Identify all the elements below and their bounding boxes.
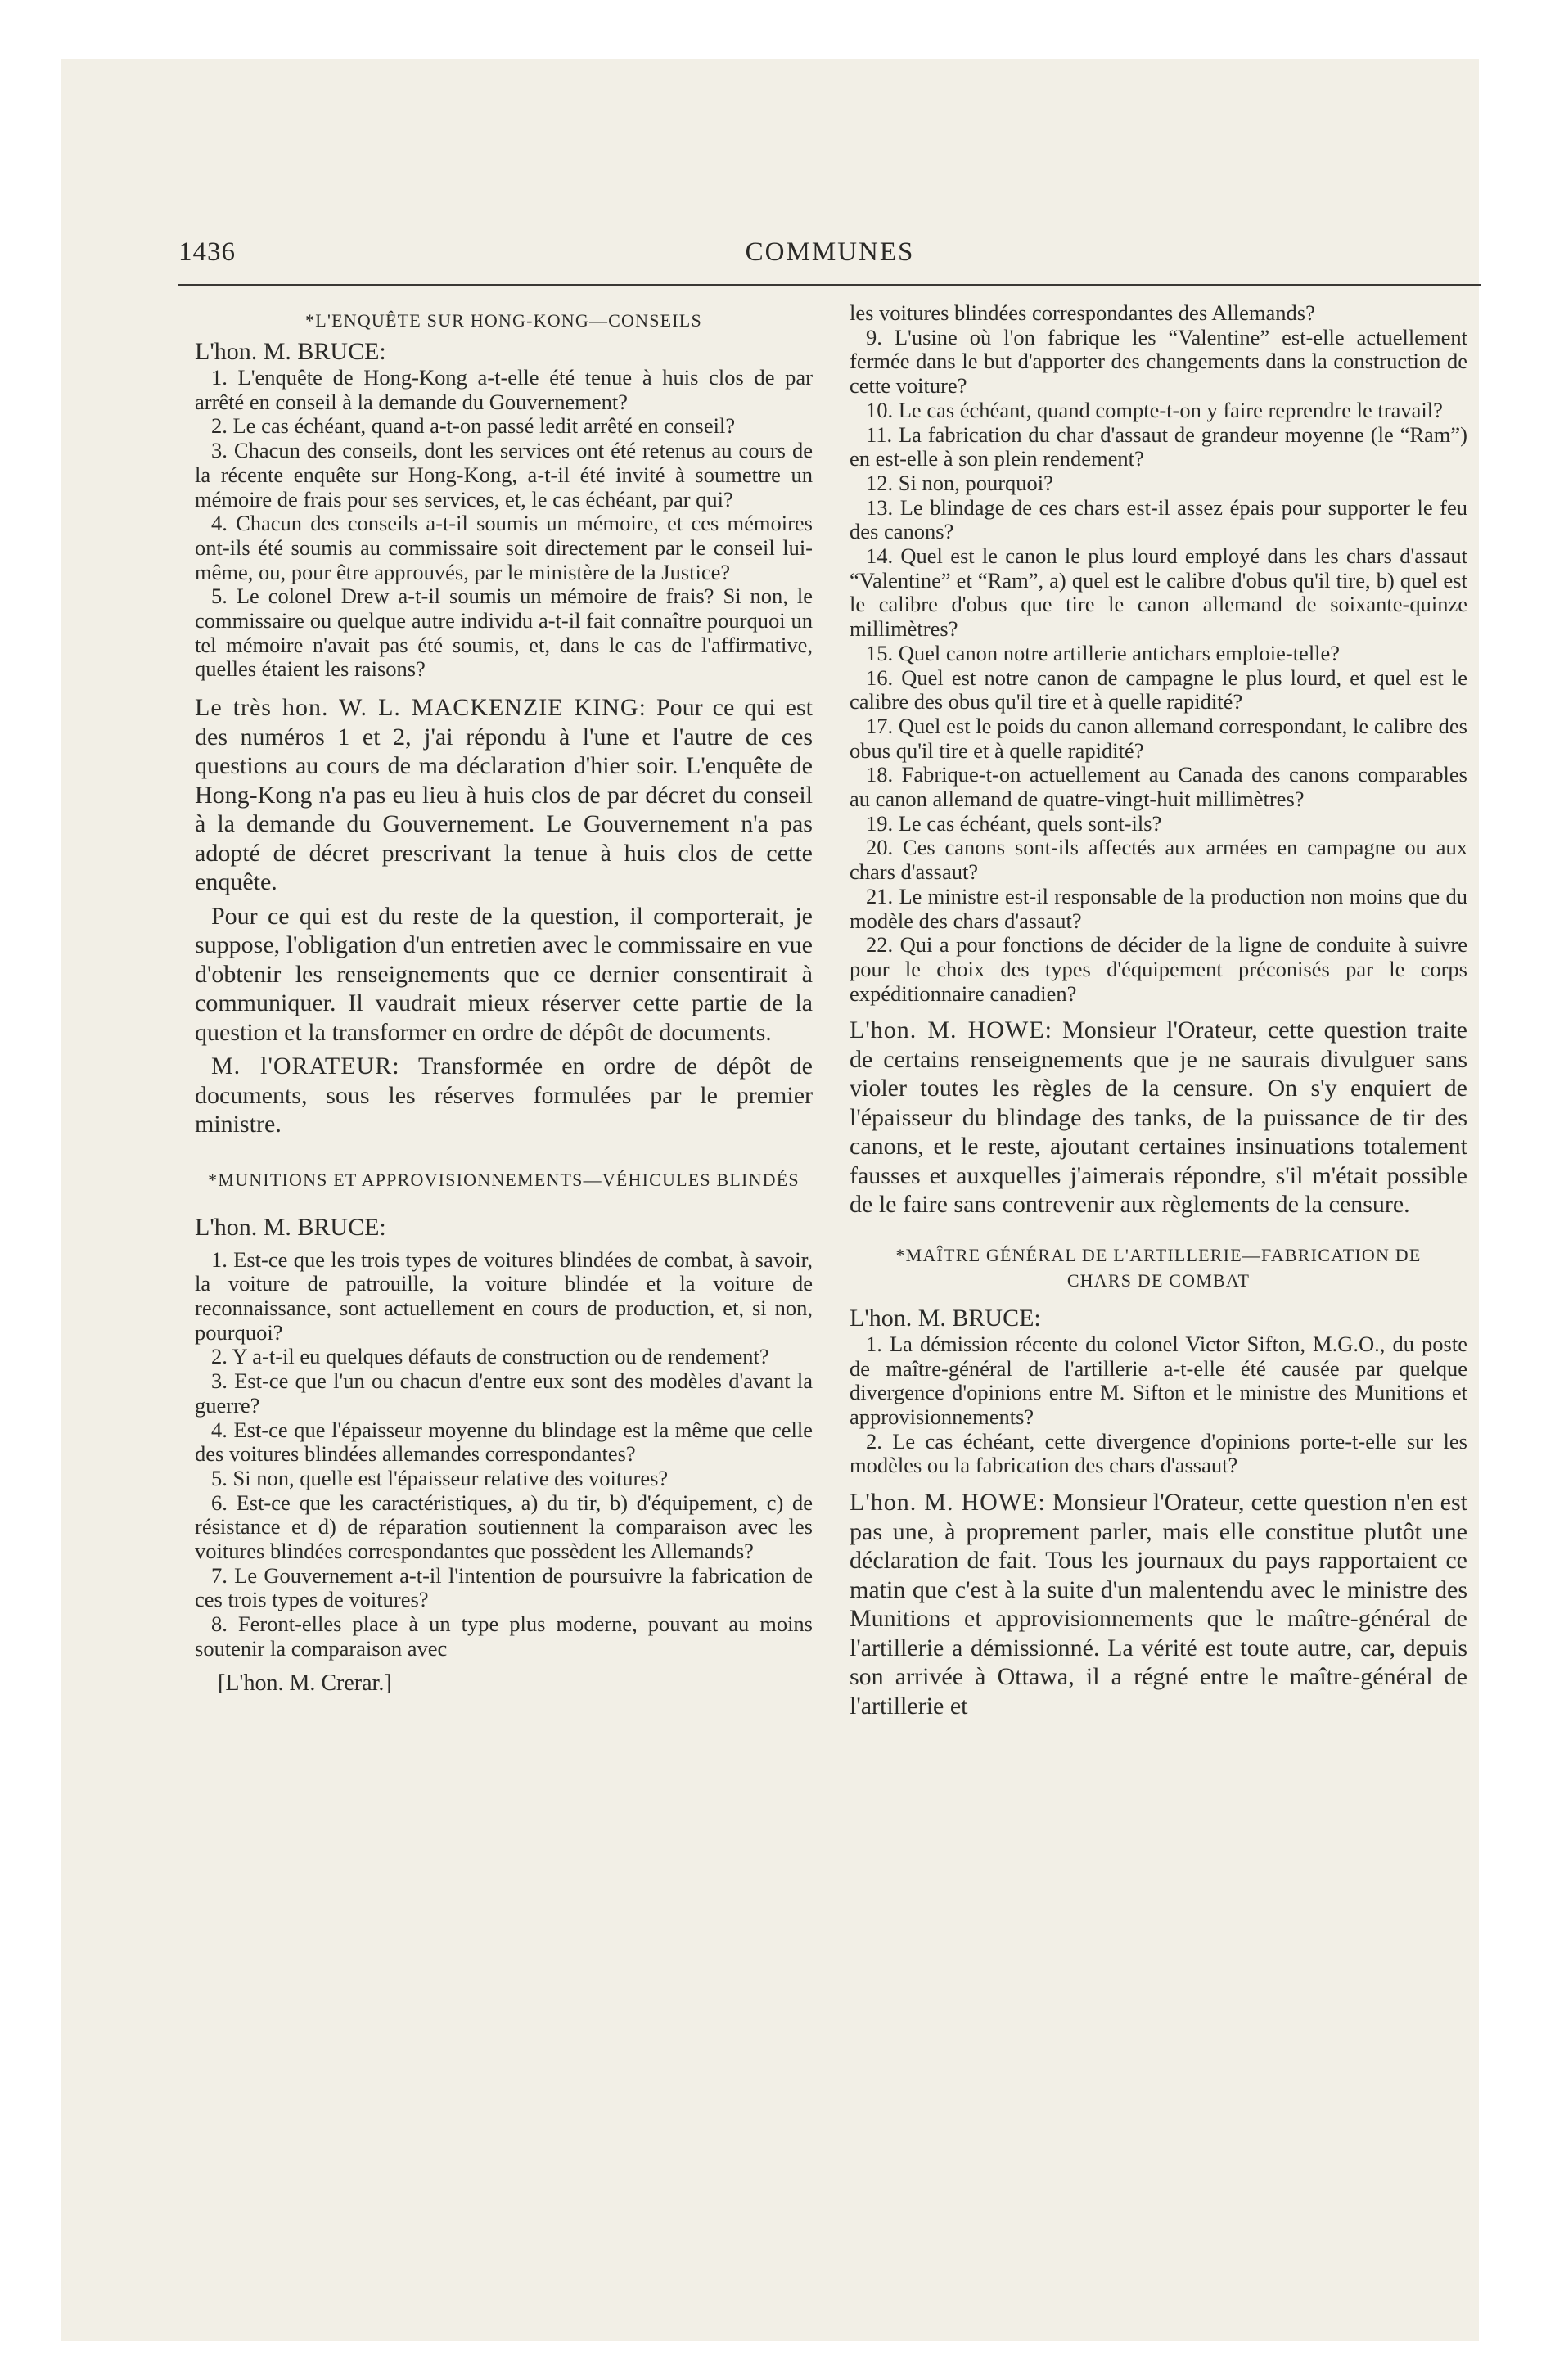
question-item: 5. Le colonel Drew a-t-il soumis un mémoire de frais? Si non, le commissaire ou quelque autre individu a-t-il fait connaître pourquoi un tel mémoire n'avait pas été soumis, et, dans le cas de l'affirmative, quelles étaient les raisons? [195,584,813,682]
question-item: 12. Si non, pourquoi? [866,470,1053,495]
question-item: 18. Fabrique-t-on actuellement au Canada des canons comparables au canon allemand de quatre-vingt-huit millimètres? [850,762,1467,812]
question-item: 2. Le cas échéant, cette divergence d'opinions porte-t-elle sur les modèles ou la fabrication des chars d'assaut? [850,1428,1467,1478]
page-header [178,237,1481,270]
question-item: 10. Le cas échéant, quand compte-t-on y faire reprendre le travail? [866,397,1443,422]
answer-text: Monsieur l'Orateur, cette question n'en est pas une, à proprement parler, mais elle constitue plutôt une déclaration de fait. Tous les journaux du pays rapportaient ce matin que c'est à la suite d'un malentendu avec le ministre des Munitions et approvisionnements que le maître-général de l'artillerie a démissionné. La vérité est toute autre, car, depuis son arrivée à Ottawa, il a régné entre le maître-général de l'artillerie et [850,1489,1468,1720]
question-item: 2. Le cas échéant, quand a-t-on passé ledit arrêté en conseil? [211,413,736,439]
question-item: 15. Quel canon notre artillerie antichars emploie-telle? [866,640,1341,665]
question-item: 1. Est-ce que les trois types de voitures blindées de combat, à savoir, la voiture de patrouille, la voiture blindée et la voiture de reconnaissance, sont actuellement en cours de production, et, si non, pourquoi? [195,1246,813,1345]
question-item: 9. L'usine où l'on fabrique les “Valentine” est-elle actuellement fermée dans le but d'apporter des changements dans la construction de cette voiture? [850,324,1467,399]
speaker-orateur: M. l'ORATEUR: [211,1053,400,1080]
header-rule [178,284,1481,286]
speaker-howe: L'hon. M. HOWE: [850,1016,1052,1044]
question-item: 21. Le ministre est-il responsable de la production non moins que du modèle des chars d'assaut? [850,883,1467,933]
question-item: 1. L'enquête de Hong-Kong a-t-elle été tenue à huis clos de par arrêté en conseil à la demande du Gouvernement? [195,365,813,414]
footer-speaker-note: [L'hon. M. Crerar.] [218,1670,392,1696]
section-heading-artillerie: *MAÎTRE GÉNÉRAL DE L'ARTILLERIE—FABRICATION DE CHARS DE COMBAT [895,1244,1422,1291]
asker-bruce: L'hon. M. BRUCE: [195,1213,386,1241]
question-item: 22. Qui a pour fonctions de décider de la ligne de conduite à suivre pour le choix des types d'équipement préconisés par le corps expéditionnaire canadien? [850,932,1467,1006]
asker-bruce: L'hon. M. BRUCE: [195,338,386,365]
orateur-paragraph [195,1052,813,1139]
question-item: 3. Chacun des conseils, dont les services ont été retenus au cours de la récente enquête sur Hong-Kong, a-t-il été invité à soumettre un mémoire de frais pour ses services, et, le cas échéant, par qui? [195,438,813,512]
left-column [195,300,813,1697]
question-item: 8. Feront-elles place à un type plus moderne, pouvant au moins soutenir la comparaison avec [195,1611,813,1661]
question-item: 6. Est-ce que les caractéristiques, a) du tir, b) d'équipement, c) de résistance et d) de réparation soutiennent la comparaison avec les voitures blindées correspondantes que possèdent les Allemands? [195,1490,813,1564]
question-item: 5. Si non, quelle est l'épaisseur relative des voitures? [211,1465,669,1490]
question-item: 3. Est-ce que l'un ou chacun d'entre eux sont des modèles d'avant la guerre? [195,1368,813,1418]
question-item: 2. Y a-t-il eu quelques défauts de construction ou de rendement? [211,1344,769,1369]
section-heading-hong-kong: *L'ENQUÊTE SUR HONG-KONG—CONSEILS [305,310,702,331]
orateur-text: Transformée en ordre de dépôt de documents, sous les réserves formulées par le premier ministre. [195,1053,813,1138]
asker-bruce: L'hon. M. BRUCE: [850,1304,1041,1332]
answer-paragraph [195,693,813,897]
question-item: 11. La fabrication du char d'assaut de grandeur moyenne (le “Ram”) en est-elle à son plein rendement? [850,421,1467,471]
question-item: 4. Est-ce que l'épaisseur moyenne du blindage est la même que celle des voitures blindées allemandes correspondantes? [195,1417,813,1467]
answer-paragraph: Pour ce qui est du reste de la question, il comporterait, je suppose, l'obligation d'un entretien avec le commissaire en vue d'obtenir les renseignements que ce dernier consentirait à communiquer. Il vaudrait mieux réserver cette partie de la question et la transformer en ordre de dépôt de documents. [195,902,813,1046]
question-item: 1. La démission récente du colonel Victor Sifton, M.G.O., du poste de maître-général de l'artillerie a-t-elle été causée par quelque divergence d'opinions entre M. Sifton et le ministre des Munitions et approvisionnements? [850,1331,1467,1429]
question-item: 7. Le Gouvernement a-t-il l'intention de poursuivre la fabrication de ces trois types de voitures? [195,1562,813,1612]
question-item: 14. Quel est le canon le plus lourd employé dans les chars d'assaut “Valentine” et “Ram”, a) quel est le calibre d'obus qu'il tire, b) quel est le calibre d'obus que tire le canon allemand de soixante-quinze millimètres? [850,543,1467,642]
question-item: 20. Ces canons sont-ils affectés aux armées en campagne ou aux chars d'assaut? [850,835,1467,885]
question-item: 16. Quel est notre canon de campagne le plus lourd, et quel est le calibre des obus qu'il tire et à quelle rapidité? [850,665,1467,714]
answer-paragraph [850,1016,1467,1219]
speaker-mackenzie-king: Le très hon. W. L. MACKENZIE KING: [195,694,647,722]
answer-text: Monsieur l'Orateur, cette question traite de certains renseignements que je ne saurais divulguer sans violer toutes les règles de la censure. On s'y enquiert de l'épaisseur du blindage des tanks, de la puissance de tir des canons, et le reste, ajoutant certaines insinuations totalement fausses et auxquelles j'aimerais répondre, s'il m'était possible de le faire sans contrevenir aux règlements de la censure. [850,1016,1467,1219]
question-continuation: les voitures blindées correspondantes des Allemands? [850,300,1315,325]
answer-text: Pour ce qui est des numéros 1 et 2, j'ai répondu à l'une et l'autre de ces questions au cours de ma déclaration d'hier soir. L'enquête de Hong-Kong n'a pas eu lieu à huis clos de par décret du conseil à la demande du Gouvernement. Le Gouvernement n'a pas adopté de décret prescrivant la tenue à huis clos de cette enquête. [195,694,813,896]
answer-paragraph [850,1488,1467,1720]
right-column [850,300,1467,1720]
speaker-howe: L'hon. M. HOWE: [850,1489,1046,1517]
question-item: 13. Le blindage de ces chars est-il assez épais pour supporter le feu des canons? [850,494,1467,544]
scanned-page [61,59,1479,2341]
page-number: 1436 [178,237,236,267]
question-item: 17. Quel est le poids du canon allemand correspondant, le calibre des obus qu'il tire et à quelle rapidité? [850,713,1467,763]
question-item: 4. Chacun des conseils a-t-il soumis un mémoire, et ces mémoires ont-ils été soumis au commissaire soit directement par le conseil lui-même, ou, pour être approuvés, par le ministère de la Justice? [195,511,813,584]
section-heading-munitions: *MUNITIONS ET APPROVISIONNEMENTS—VÉHICULES BLINDÉS [208,1169,800,1190]
question-item: 19. Le cas échéant, quels sont-ils? [866,810,1162,836]
page-title: COMMUNES [745,237,915,267]
